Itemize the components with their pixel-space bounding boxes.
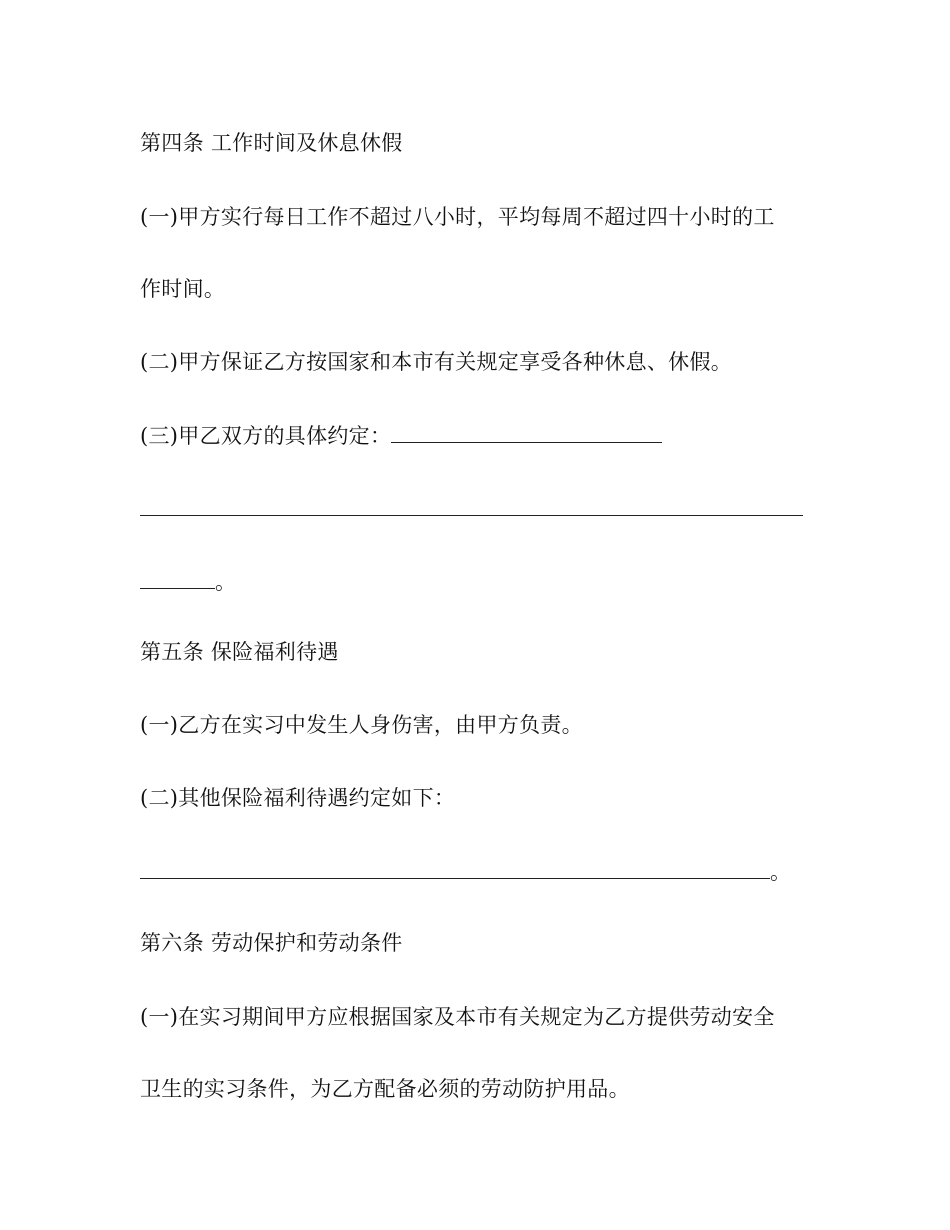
article-4-item-3-continuation [140, 495, 803, 522]
blank-line [140, 568, 215, 589]
article-6-item-1-line-1: (一)在实习期间甲方应根据国家及本市有关规定为乙方提供劳动安全 [140, 1005, 775, 1029]
article-5-item-1: (一)乙方在实习中发生人身伤害，由甲方负责。 [140, 713, 583, 737]
article-6-heading: 第六条 劳动保护和劳动条件 [140, 931, 403, 955]
article-5-item-2-blank [140, 858, 791, 885]
article-5-item-2-period: 。 [770, 860, 792, 884]
article-4-item-3 [140, 422, 662, 449]
article-5-heading: 第五条 保险福利待遇 [140, 640, 339, 664]
article-4-item-2: (二)甲方保证乙方按国家和本市有关规定享受各种休息、休假。 [140, 350, 733, 374]
blank-line [140, 495, 803, 516]
blank-line [391, 422, 662, 443]
article-4-item-3-period: 。 [215, 570, 237, 594]
article-4-item-1-line-2: 作时间。 [140, 277, 226, 301]
article-6-item-1-line-2: 卫生的实习条件，为乙方配备必须的劳动防护用品。 [140, 1077, 630, 1101]
blank-line [140, 858, 770, 879]
article-5-item-2: (二)其他保险福利待遇约定如下： [140, 786, 456, 810]
article-4-item-3-label: (三)甲乙双方的具体约定： [140, 424, 392, 448]
article-4-item-3-end [140, 568, 236, 595]
article-4-item-1-line-1: (一)甲方实行每日工作不超过八小时，平均每周不超过四十小时的工 [140, 205, 775, 229]
article-4-heading: 第四条 工作时间及休息休假 [140, 131, 403, 155]
